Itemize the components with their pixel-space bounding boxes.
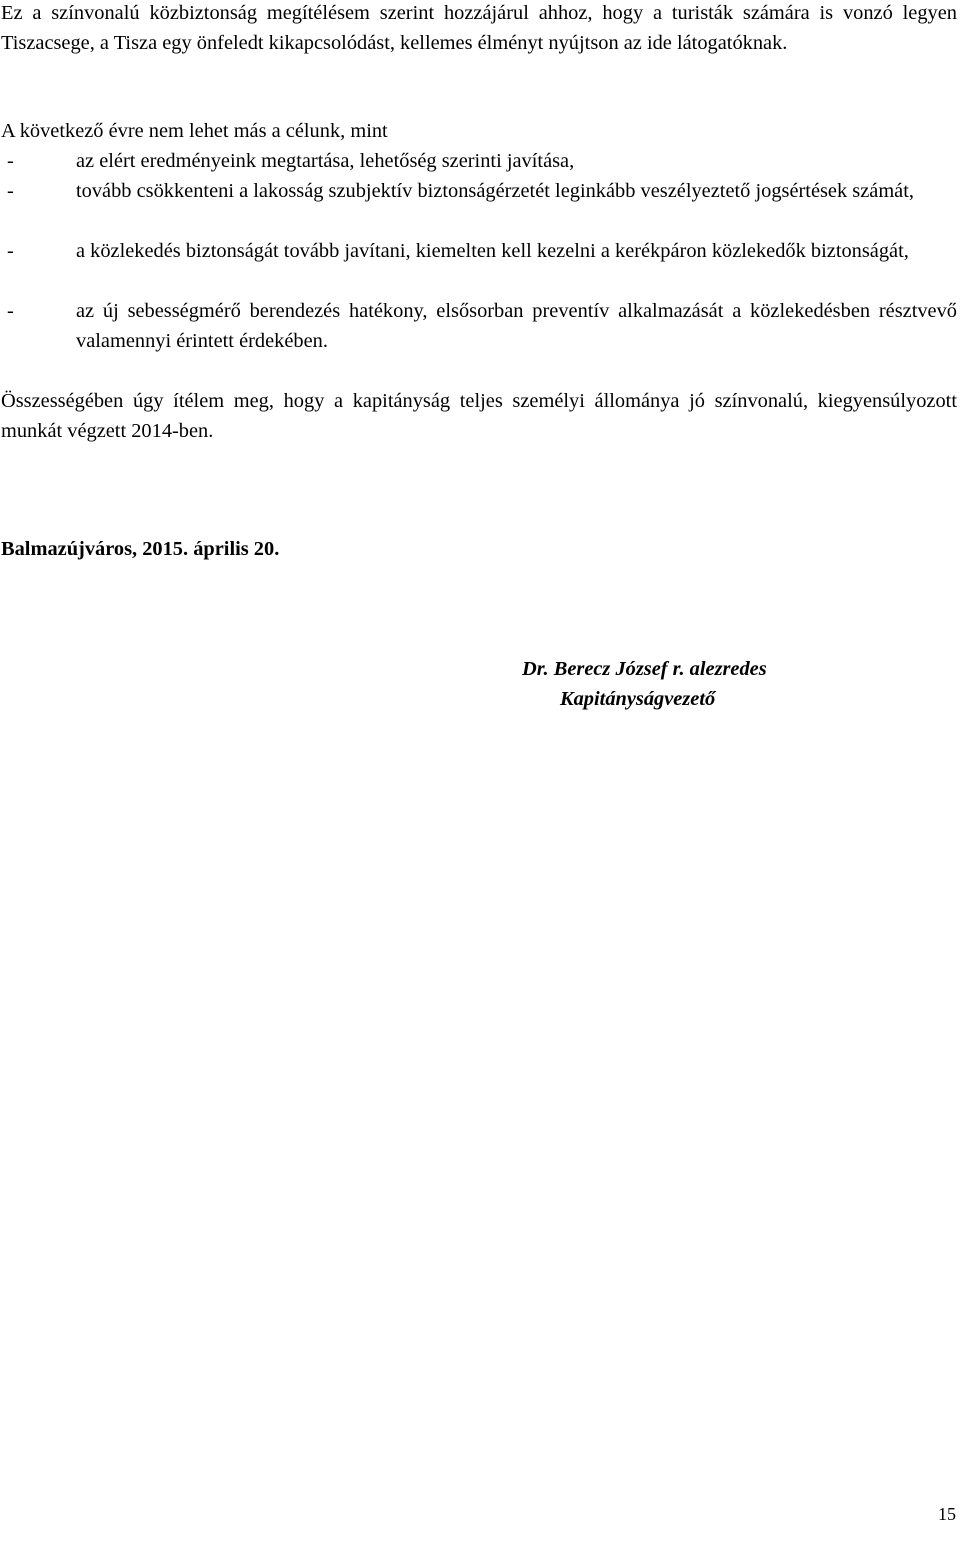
goal-text: az elért eredményeink megtartása, lehetőség szerinti javítása, [76,150,575,172]
page-number: 15 [938,1504,956,1524]
goals-lead-text: A következő évre nem lehet más a célunk, mint [1,120,388,142]
goal-text: a közlekedés biztonságát tovább javítani, kiemelten kell kezelni a kerékpáron közlekedők biztonságát, [76,240,909,262]
goal-text: tovább csökkenteni a lakosság szubjektív biztonságérzetét leginkább veszélyeztető jogsértések számát, [76,180,914,202]
list-dash: - [7,180,14,202]
goal-text: az új sebességmérő berendezés hatékony, elsősorban preventív alkalmazását a közlekedésben résztvevő valamennyi érintett érdekében. [76,300,957,352]
goal-list-item [0,176,957,206]
list-dash: - [7,150,14,172]
signatory-name: Dr. Berecz József r. alezredes [522,658,767,680]
place-and-date: Balmazújváros, 2015. április 20. [1,538,280,560]
intro-paragraph: Ez a színvonalú közbiztonság megítélésem szerint hozzájárul ahhoz, hogy a turisták számára is vonzó legyen Tiszacsege, a Tisza egy önfeledt kikapcsolódást, kellemes élményt nyújtson az ide látogatóknak. [1,2,957,54]
goal-list-item [0,296,957,356]
list-dash: - [7,300,14,322]
summary-paragraph: Összességében úgy ítélem meg, hogy a kapitányság teljes személyi állománya jó színvonalú, kiegyensúlyozott munkát végzett 2014-ben. [1,390,957,442]
signatory-role: Kapitányságvezető [560,688,716,710]
goal-list-item [0,146,957,176]
list-dash: - [7,240,14,262]
goal-list-item [0,236,957,266]
